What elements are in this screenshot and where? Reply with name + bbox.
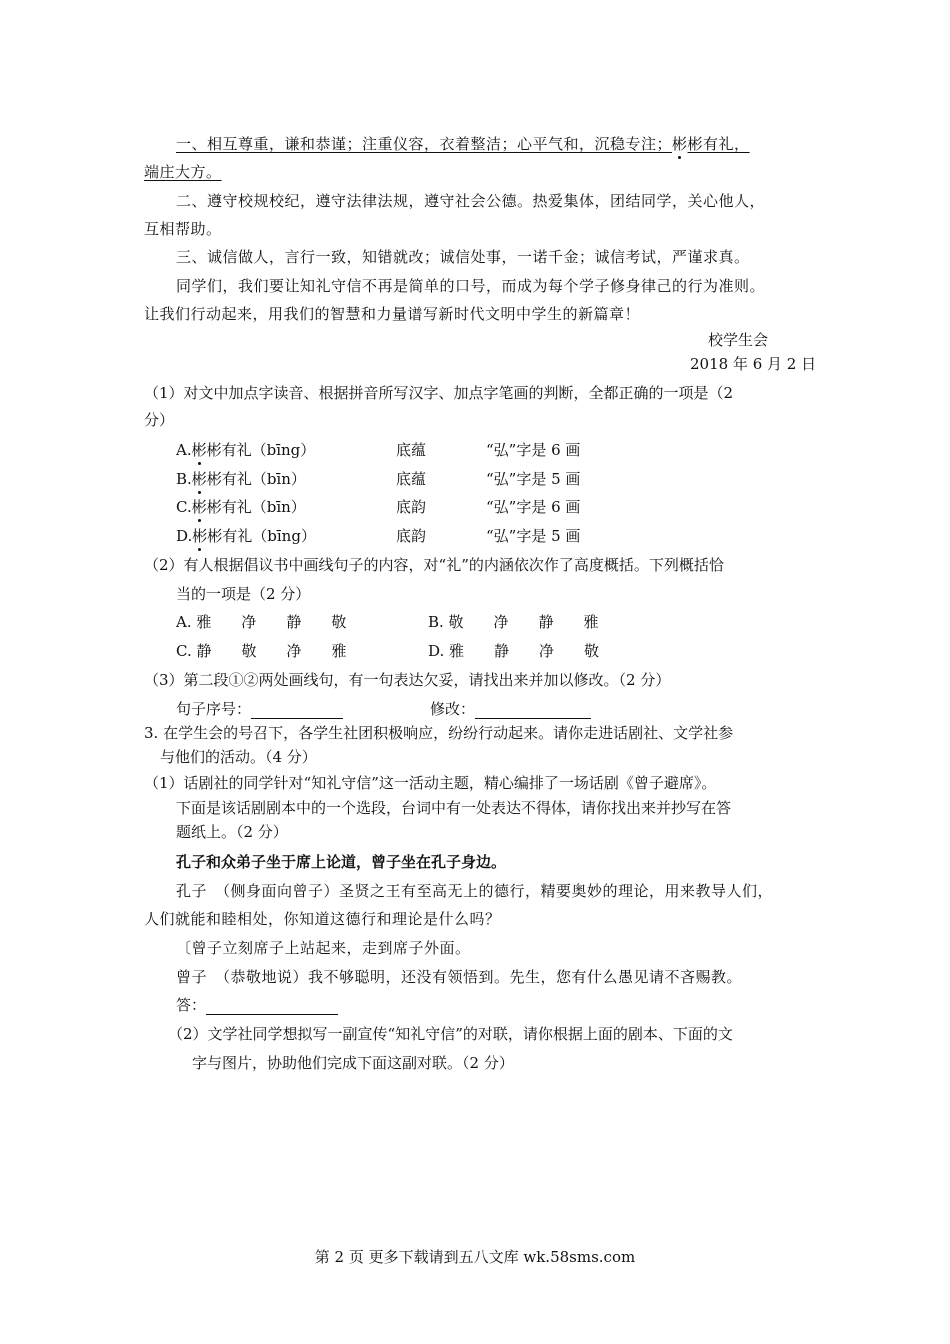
- dotted-char: 彬: [191, 498, 207, 516]
- option-col2: 底韵: [396, 527, 427, 545]
- section3-stem-line2: 与他们的活动。（4 分）: [160, 748, 317, 766]
- rule1-text: 一、相互尊重，谦和恭谨；注重仪容，衣着整洁；心平气和，沉稳专注；: [176, 135, 673, 153]
- sub1-line3: 题纸上。（2 分）: [176, 823, 288, 841]
- sentence-number-label: 句子序号：: [176, 700, 252, 718]
- option-label: B.: [176, 470, 192, 488]
- q3-answer-row: [176, 699, 343, 719]
- option-label: D.: [176, 527, 193, 545]
- option-label: C.: [176, 498, 192, 516]
- option-col3: “弘”字是 5 画: [486, 470, 581, 488]
- dotted-char: 彬: [191, 470, 207, 488]
- script-line1-b: 人们就能和睦相处，你知道这德行和理论是什么吗？: [144, 910, 501, 928]
- revision-blank[interactable]: [475, 702, 591, 719]
- revision-label: 修改：: [430, 700, 476, 718]
- q3-fix-row: [430, 699, 591, 719]
- q1-stem-line2: 分）: [144, 411, 175, 429]
- q3-stem: （3）第二段①②两处画线句，有一句表达欠妥，请找出来并加以修改。（2 分）: [144, 671, 671, 689]
- section3-stem-line1: 3. 在学生会的号召下，各学生社团积极响应，纷纷行动起来。请你走进话剧社、文学社参: [144, 724, 734, 742]
- sentence-number-blank[interactable]: [251, 702, 343, 719]
- date: 2018 年 6 月 2 日: [690, 355, 817, 373]
- script-line2: 曾子 （恭敬地说）我不够聪明，还没有领悟到。先生，您有什么愚见请不吝赐教。: [176, 968, 743, 986]
- option-col3: “弘”字是 6 画: [486, 498, 581, 516]
- answer-label: 答：: [176, 996, 207, 1014]
- option-col2: 底韵: [396, 498, 427, 516]
- dotted-char: 彬: [191, 441, 207, 459]
- sub1-line1: （1）话剧社的同学针对“知礼守信”这一活动主题，精心编排了一场话剧《曾子避席》。: [144, 774, 717, 792]
- rule2-line2: 互相帮助。: [144, 220, 222, 238]
- q2-stem-line2: 当的一项是（2 分）: [176, 585, 311, 603]
- option-word: 彬有礼（bīng）: [207, 527, 316, 545]
- dotted-char: 彬: [672, 135, 688, 153]
- page-footer: 第 2 页 更多下载请到五八文库 wk.58sms.com: [314, 1248, 636, 1266]
- script-stage-direction: 〔曾子立刻席子上站起来，走到席子外面。: [176, 939, 471, 957]
- script-line1-a: 孔子 （侧身面向曾子）圣贤之王有至高无上的德行，精要奥妙的理论，用来教导人们，: [176, 882, 774, 900]
- rule1-text-rest: 彬有礼，: [687, 135, 750, 153]
- rule3-line: 三、诚信做人，言行一致，知错就改；诚信处事，一诺千金；诚信考试，严谨求真。: [176, 248, 750, 266]
- closing-line2: 让我们行动起来，用我们的智慧和力量谱写新时代文明中学生的新篇章！: [144, 305, 641, 323]
- answer-blank[interactable]: [206, 998, 338, 1015]
- closing-line1: 同学们，我们要让知礼守信不再是简单的口号，而成为每个学子修身律己的行为准则。: [176, 277, 766, 295]
- option-word: 彬有礼（bīng）: [206, 441, 316, 459]
- option-col3: “弘”字是 6 画: [486, 441, 581, 459]
- rule1-line2: 端庄大方。: [144, 163, 222, 181]
- q2-stem-line1: （2）有人根据倡议书中画线句子的内容，对“礼”的内涵依次作了高度概括。下列概括恰: [144, 556, 724, 574]
- script-heading: 孔子和众弟子坐于席上论道，曾子坐在孔子身边。: [176, 853, 507, 871]
- dotted-char: 彬: [192, 527, 208, 545]
- option-word: 彬有礼（bīn）: [206, 498, 306, 516]
- option-word: 彬有礼（bīn）: [206, 470, 306, 488]
- q2-option-a: A. 雅 净 静 敬: [176, 613, 347, 631]
- q2-option-b: B. 敬 净 静 雅: [428, 613, 599, 631]
- rule2-line1: 二、遵守校规校纪，遵守法律法规，遵守社会公德。热爱集体，团结同学，关心他人，: [176, 192, 766, 210]
- sub1-line2: 下面是该话剧剧本中的一个选段，台词中有一处表达不得体，请你找出来并抄写在答: [176, 799, 732, 817]
- rule1-line1: [176, 134, 750, 154]
- q1-stem-line1: （1）对文中加点字读音、根据拼音所写汉字、加点字笔画的判断，全都正确的一项是（2: [144, 384, 734, 402]
- option-col2: 底蕴: [396, 470, 427, 488]
- option-col3: “弘”字是 5 画: [486, 527, 581, 545]
- q2-option-d: D. 雅 静 净 敬: [428, 642, 600, 660]
- option-label: A.: [176, 441, 192, 459]
- signer: 校学生会: [708, 331, 769, 349]
- q2-option-c: C. 静 敬 净 雅: [176, 642, 347, 660]
- sub2-line1: （2）文学社同学想拟写一副宣传“知礼守信”的对联，请你根据上面的剧本、下面的文: [168, 1025, 733, 1043]
- sub2-line2: 字与图片，协助他们完成下面这副对联。（2 分）: [192, 1054, 514, 1072]
- answer-row: [176, 995, 338, 1015]
- option-col2: 底蕴: [396, 441, 427, 459]
